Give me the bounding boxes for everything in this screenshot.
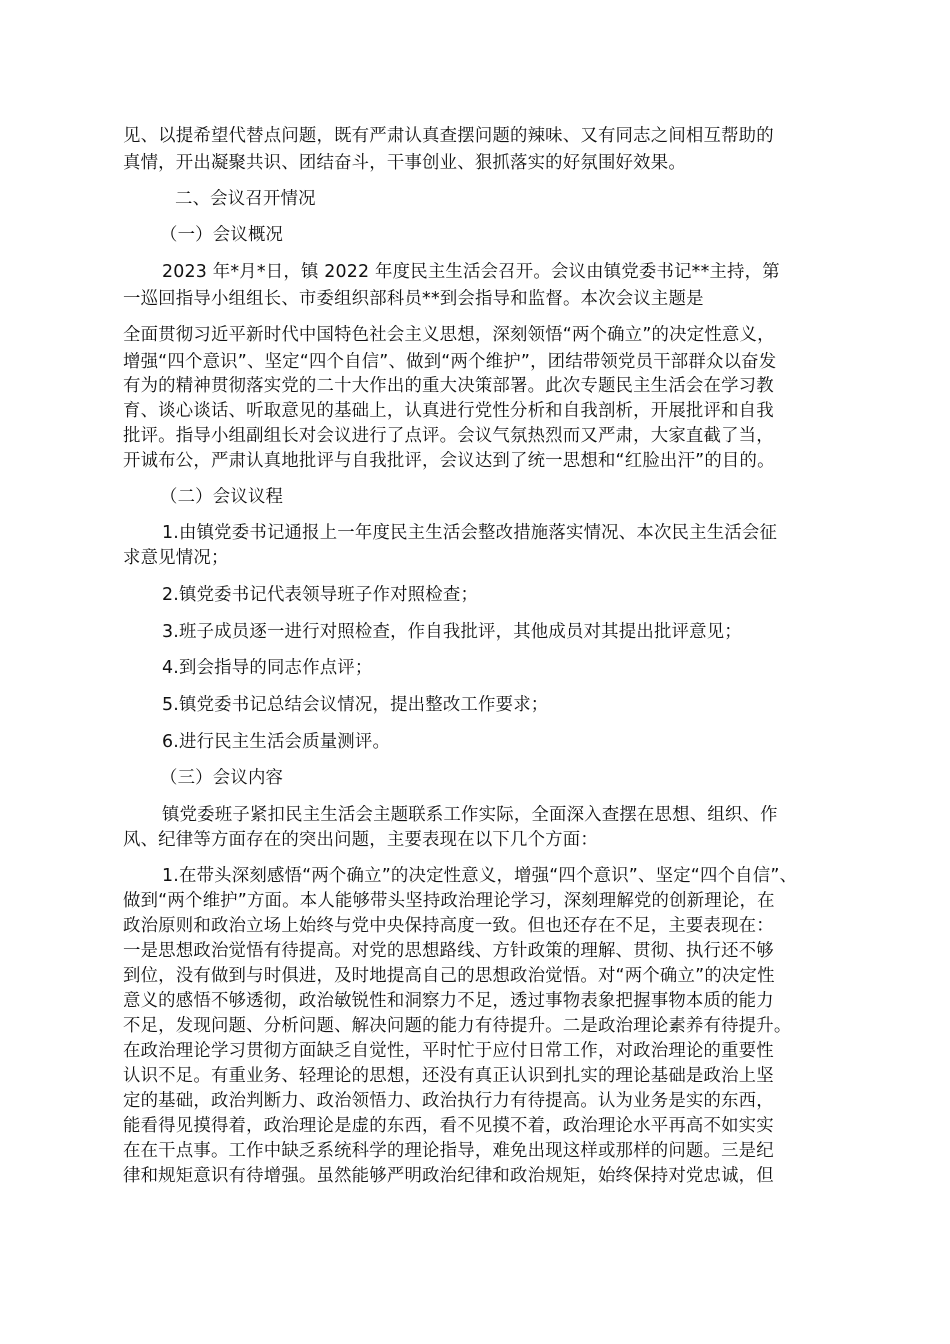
text-line: 不足，发现问题、分析问题、解决问题的能力有待提升。二是政治理论素养有待提升。 — [123, 1016, 792, 1036]
text-line: 批评。指导小组副组长对会议进行了点评。会议气氛热烈而又严肃，大家直截了当， — [123, 426, 774, 446]
list-item: 6.进行民主生活会质量测评。 — [162, 732, 391, 752]
text-line: 到位，没有做到与时俱进，及时地提高自己的思想政治觉悟。对“两个确立”的决定性 — [123, 966, 775, 986]
section-heading: 二、会议召开情况 — [175, 189, 316, 209]
text-line: 认识不足。有重业务、轻理论的思想，还没有真正认识到扎实的理论基础是政治上坚 — [123, 1066, 774, 1086]
text-line: 风、纪律等方面存在的突出问题，主要表现在以下几个方面： — [123, 830, 598, 850]
text-line: 真情，开出凝聚共识、团结奋斗，干事创业、狠抓落实的好氛围好效果。 — [123, 153, 686, 173]
text-line: 在在干点事。工作中缺乏系统科学的理论指导，难免出现这样或那样的问题。三是纪 — [123, 1141, 774, 1161]
text-line: 在政治理论学习贯彻方面缺乏自觉性，平时忙于应付日常工作，对政治理论的重要性 — [123, 1041, 774, 1061]
text-line: 镇党委班子紧扣民主生活会主题联系工作实际，全面深入查摆在思想、组织、作 — [162, 805, 778, 825]
text-line: 意义的感悟不够透彻，政治敏锐性和洞察力不足，透过事物表象把握事物本质的能力 — [123, 991, 774, 1011]
text-line: 求意见情况； — [123, 548, 229, 568]
text-line: 有为的精神贯彻落实党的二十大作出的重大决策部署。此次专题民主生活会在学习教 — [123, 376, 774, 396]
text-line: 能看得见摸得着，政治理论是虚的东西，看不见摸不着，政治理论水平再高不如实实 — [123, 1116, 774, 1136]
text-line: 律和规矩意识有待增强。虽然能够严明政治纪律和政治规矩，始终保持对党忠诚，但 — [123, 1166, 774, 1186]
list-item: 2.镇党委书记代表领导班子作对照检查； — [162, 585, 479, 605]
text-line: 定的基础，政治判断力、政治领悟力、政治执行力有待提高。认为业务是实的东西， — [123, 1091, 774, 1111]
list-item: 1.由镇党委书记通报上一年度民主生活会整改措施落实情况、本次民主生活会征 — [162, 523, 778, 543]
list-item: 3.班子成员逐一进行对照检查，作自我批评，其他成员对其提出批评意见； — [162, 622, 742, 642]
subsection-heading: （一）会议概况 — [160, 225, 284, 245]
text-line: 全面贯彻习近平新时代中国特色社会主义思想，深刻领悟“两个确立”的决定性意义， — [123, 325, 775, 345]
text-line: 育、谈心谈话、听取意见的基础上，认真进行党性分析和自我剖析，开展批评和自我 — [123, 401, 774, 421]
text-line: 见、以提希望代替点问题，既有严肃认真查摆问题的辣味、又有同志之间相互帮助的 — [123, 126, 774, 146]
list-item: 5.镇党委书记总结会议情况，提出整改工作要求； — [162, 695, 549, 715]
list-item: 4.到会指导的同志作点评； — [162, 658, 373, 678]
text-line: 一是思想政治觉悟有待提高。对党的思想路线、方针政策的理解、贯彻、执行还不够 — [123, 941, 774, 961]
text-line: 开诚布公，严肃认真地批评与自我批评，会议达到了统一思想和“红脸出汗”的目的。 — [123, 451, 775, 471]
subsection-heading: （三）会议内容 — [160, 768, 284, 788]
subsection-heading: （二）会议议程 — [160, 487, 284, 507]
text-line: 一巡回指导小组组长、市委组织部科员**到会指导和监督。本次会议主题是 — [123, 289, 704, 309]
text-line: 增强“四个意识”、坚定“四个自信”、做到“两个维护”，团结带领党员干部群众以奋发 — [123, 352, 777, 372]
list-item: 1.在带头深刻感悟“两个确立”的决定性意义，增强“四个意识”、坚定“四个自信”、 — [162, 866, 798, 886]
text-line: 2023 年*月*日，镇 2022 年度民主生活会召开。会议由镇党委书记**主持，第 — [162, 262, 780, 282]
text-line: 做到“两个维护”方面。本人能够带头坚持政治理论学习，深刻理解党的创新理论，在 — [123, 891, 775, 911]
text-line: 政治原则和政治立场上始终与党中央保持高度一致。但也还存在不足，主要表现在： — [123, 916, 774, 936]
